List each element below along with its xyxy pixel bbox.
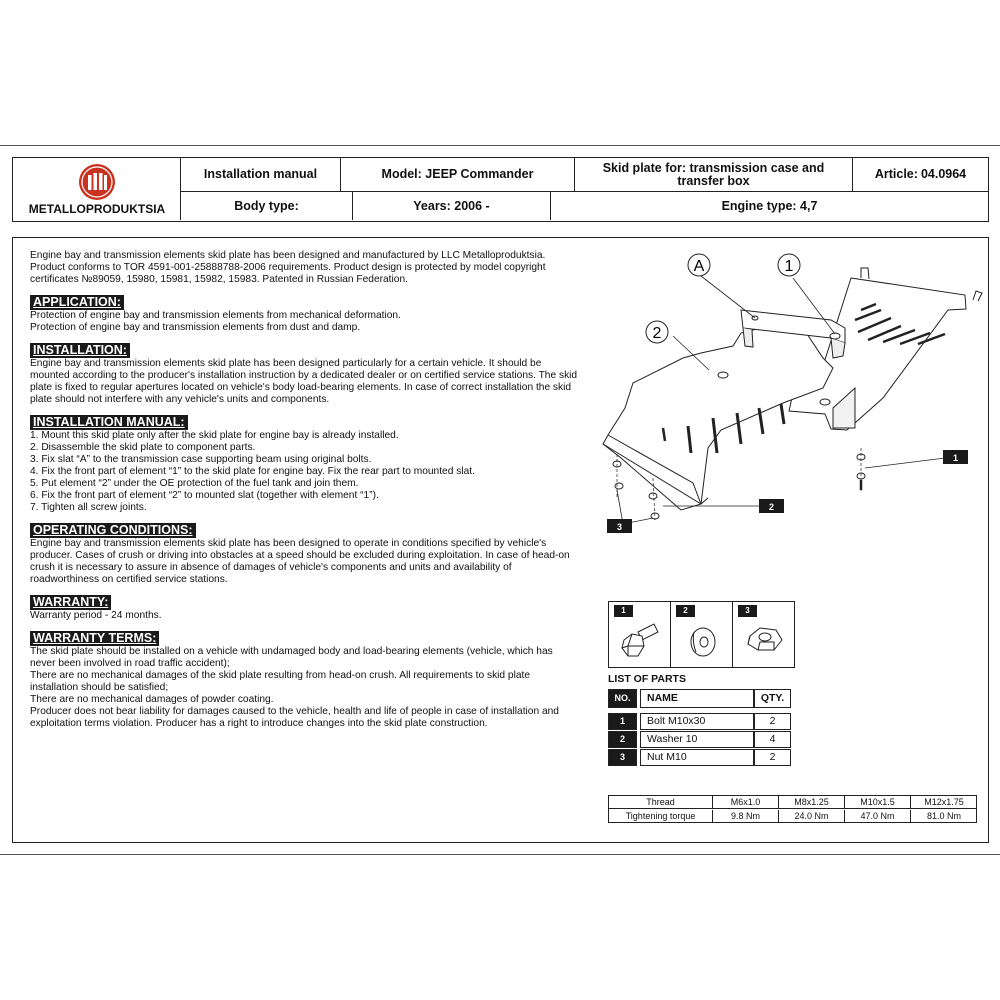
section-line: There are no mechanical damages of powder coating. [30, 694, 274, 705]
section-line: exploitation terms violation. Producer has a right to introduce changes into the skid plate construction. [30, 718, 488, 729]
row-qty: 2 [754, 749, 791, 766]
row-name: Bolt M10x30 [640, 713, 754, 730]
section-line: plate should not interfere with any vehicle's units and components. [30, 394, 330, 405]
part-label-1 [778, 254, 800, 276]
top-divider [0, 145, 1000, 146]
row-qty: 4 [754, 731, 791, 748]
section-line: never been involved in road traffic accident); [30, 658, 230, 669]
thread-m10: M10x1.5 [845, 796, 911, 809]
instructions-text [30, 250, 603, 730]
section-line: 3. Fix slat “A” to the transmission case supporting beam using original bolts. [30, 454, 372, 465]
header-no: NO. [608, 689, 637, 708]
section-line: mounted according to the producer's installation instruction by a dedicated dealer or on certified service stations. The skid [30, 370, 578, 381]
row-qty: 2 [754, 713, 791, 730]
installation-manual-cell: Installation manual [181, 158, 341, 191]
section-line: Engine bay and transmission elements skid plate has been designed particularly for a certain vehicle. It should be [30, 358, 542, 369]
section-line: producer. Cases of crush or driving into obstacles at a speed should be excluded during exploitation. In case of head-on [30, 550, 570, 561]
section-title: WARRANTY TERMS: [30, 631, 159, 646]
section-line: 1. Mount this skid plate only after the skid plate for engine bay is already installed. [30, 430, 399, 441]
part-image-nut [733, 602, 795, 667]
section-line: The skid plate should be installed on a vehicle with undamaged body and load-bearing elements (vehicle, which has [30, 646, 553, 657]
torque-table [608, 795, 977, 823]
torque-m8: 24.0 Nm [779, 810, 845, 823]
header-name: NAME [640, 689, 754, 708]
torque-m10: 47.0 Nm [845, 810, 911, 823]
thread-label: Thread [609, 796, 713, 809]
row-no: 1 [608, 713, 637, 730]
section-line: Protection of engine bay and transmission elements from dust and damp. [30, 322, 361, 333]
section-body [30, 358, 603, 406]
section-line: Engine bay and transmission elements skid plate has been designed to operate in conditions specified by vehicle's [30, 538, 547, 549]
section-line: 7. Tighten all screw joints. [30, 502, 147, 513]
section-body [30, 310, 603, 334]
part-image-washer [671, 602, 733, 667]
callout-2-text: 2 [768, 502, 775, 512]
article-cell [853, 158, 988, 191]
intro-paragraph [30, 250, 603, 286]
section-line: 6. Fix the front part of element “2” to mounted slat (together with element “1”). [30, 490, 379, 501]
section-line: crush it is necessary to assure in absence of damages of vehicle's components and units and availability of [30, 562, 512, 573]
years-cell: Years: 2006 - [353, 192, 551, 220]
thread-m8: M8x1.25 [779, 796, 845, 809]
thread-m12: M12x1.75 [924, 797, 964, 807]
section-body [30, 610, 603, 622]
article-label: Article: [874, 167, 918, 181]
article-value: 04.0964 [920, 167, 967, 181]
section-line: 4. Fix the front part of element “1” to the skid plate for engine bay. Fix the rear part to mounted slat. [30, 466, 475, 477]
thread-row [609, 796, 976, 809]
intro-line: Product conforms to TOR 4591-001-25888788-2006 requirements. Product design is protected by model copyright [30, 262, 546, 273]
row-name: Washer 10 [640, 731, 754, 748]
section-title: INSTALLATION: [30, 343, 130, 358]
label-1: 1 [784, 258, 794, 275]
installation-diagram [593, 248, 983, 540]
torque-m6: 9.8 Nm [713, 810, 779, 823]
header-table [12, 157, 989, 222]
thread-m6: M6x1.0 [713, 796, 779, 809]
brand-name: METALLOPRODUKTSIA [28, 202, 166, 216]
section-title: APPLICATION: [30, 295, 124, 310]
section-title: WARRANTY: [30, 595, 111, 610]
part-label-A [688, 254, 710, 276]
callout-1 [943, 450, 968, 464]
section-line: Producer does not bear liability for damages caused to the vehicle, health and life of people in case of installation and [30, 706, 559, 717]
intro-line: certificates №89059, 15980, 15981, 15982, 15983. Patented in Russian Federation. [30, 274, 408, 285]
section-line: 2. Disassemble the skid plate to component parts. [30, 442, 256, 453]
section-title: INSTALLATION MANUAL: [30, 415, 188, 430]
section-line: installation should be satisfied; [30, 682, 169, 693]
section-line: plate is fixed to regular apertures located on vehicle's body load-bearing elements. In case of correct installation the skid [30, 382, 572, 393]
logo-cell [13, 158, 181, 220]
row-name: Nut M10 [640, 749, 754, 766]
callout-3 [607, 519, 632, 533]
section-body [30, 646, 603, 730]
header-qty: QTY. [754, 689, 791, 708]
part-image-bolt [609, 602, 671, 667]
washer-icon [672, 616, 732, 666]
header-row-1 [181, 158, 988, 192]
section-line: Warranty period - 24 months. [30, 610, 162, 621]
part-image-number: 2 [676, 605, 695, 617]
section-line: 5. Put element “2” under the OE protection of the fuel tank and join them. [30, 478, 359, 489]
brand-logo-icon [77, 162, 117, 202]
section-body [30, 430, 603, 514]
callout-3-text: 3 [616, 522, 623, 532]
intro-line: Engine bay and transmission elements skid plate has been designed and manufactured by LLC Metalloproduktsia. [30, 250, 546, 261]
callout-1-text: 1 [952, 453, 959, 463]
bottom-divider [0, 854, 1000, 855]
nut-icon [734, 616, 794, 666]
section-body [30, 538, 603, 586]
section-line: roadworthiness on certified service stations. [30, 574, 228, 585]
row-no: 2 [608, 731, 637, 748]
engine-type-cell: Engine type: 4,7 [721, 198, 818, 213]
parts-images [608, 601, 795, 668]
section-line: Protection of engine bay and transmission elements from mechanical deformation. [30, 310, 401, 321]
section-title: OPERATING CONDITIONS: [30, 523, 196, 538]
label-2: 2 [652, 325, 662, 342]
row-no: 3 [608, 749, 637, 766]
content-frame [12, 237, 989, 843]
label-A: A [693, 258, 705, 275]
part-label-2 [646, 321, 668, 343]
torque-m12: 81.0 Nm [926, 811, 961, 821]
body-type-cell: Body type: [181, 192, 353, 220]
header-row-2 [181, 192, 988, 220]
bolt-icon [610, 616, 670, 666]
skid-plate-drawing [603, 268, 982, 519]
model-cell: Model: JEEP Commander [341, 158, 575, 191]
list-of-parts-title: LIST OF PARTS [608, 673, 686, 685]
torque-row [609, 810, 976, 823]
callout-2 [759, 499, 784, 513]
part-image-number: 3 [738, 605, 757, 617]
torque-label: Tightening torque [609, 810, 713, 823]
skid-plate-cell: Skid plate for: transmission case and transfer box [575, 158, 853, 191]
section-line: There are no mechanical damages of the skid plate resulting from head-on crush. All requirements to skid plate [30, 670, 531, 681]
part-image-number: 1 [614, 605, 633, 617]
